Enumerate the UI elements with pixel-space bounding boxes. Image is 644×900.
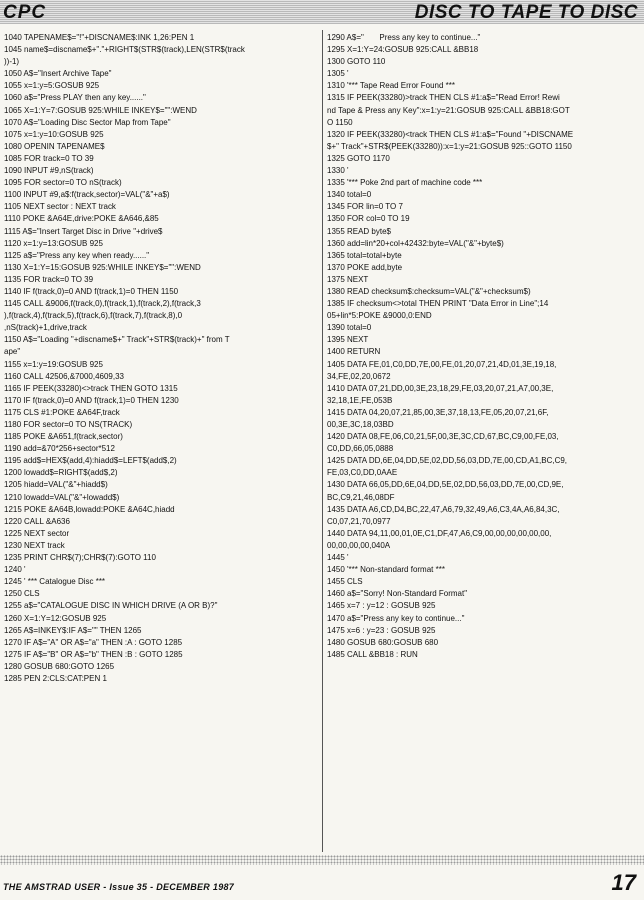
code-line: 1075 x=1:y=10:GOSUB 925: [4, 128, 104, 139]
code-line: 1235 PRINT CHR$(7);CHR$(7):GOTO 110: [4, 552, 156, 563]
code-line: 1065 X=1:Y=7:GOSUB 925:WHILE INKEY$="":WEND: [4, 104, 197, 115]
code-line: O 1150: [327, 116, 353, 127]
code-line: 1390 total=0: [327, 322, 372, 333]
code-line: 1465 x=7 : y=12 : GOSUB 925: [327, 600, 436, 611]
magazine-footer: THE AMSTRAD USER - Issue 35 - DECEMBER 1987: [3, 882, 235, 892]
dotted-rule: [0, 855, 644, 865]
code-line: 1405 DATA FE,01,C0,DD,7E,00,FE,01,20,07,21,4D,01,3E,19,18,: [327, 358, 557, 369]
code-line: 1215 POKE &A64B,lowadd:POKE &A64C,hiadd: [4, 503, 175, 514]
code-line: 1330 ': [327, 165, 349, 176]
code-line: 1310 '*** Tape Read Error Found ***: [327, 80, 456, 91]
code-line: 1275 IF A$="B" OR A$="b" THEN :B : GOTO 1285: [4, 648, 183, 659]
code-line: 1115 A$="Insert Target Disc in Drive "+drive$: [4, 225, 163, 236]
code-line: ape": [4, 346, 21, 357]
code-line: ))-1): [4, 56, 20, 67]
code-line: 1175 CLS #1:POKE &A64F,track: [4, 406, 120, 417]
code-line: 1155 x=1:y=19:GOSUB 925: [4, 358, 103, 369]
code-line: 1355 READ byte$: [327, 225, 391, 236]
code-line: 1455 CLS: [327, 576, 363, 587]
code-line: 1400 RETURN: [327, 346, 381, 357]
code-line: 1360 add=lin*20+col+42432:byte=VAL("&"+byte$): [327, 237, 504, 248]
code-line: 05+lin*5:POKE &9000,0:END: [327, 310, 432, 321]
code-line: BC,C9,21,46,08DF: [327, 491, 395, 502]
code-line: 1130 X=1:Y=15:GOSUB 925:WHILE INKEY$="":WEND: [4, 261, 201, 272]
code-line: 1445 ': [327, 552, 349, 563]
code-line: 1425 DATA DD,6E,04,DD,5E,02,DD,56,03,DD,7E,00,CD,A1,BC,C9,: [327, 455, 568, 466]
code-line: 1220 CALL &A636: [4, 515, 70, 526]
section-title: CPC: [3, 2, 47, 23]
code-line: 1135 FOR track=0 TO 39: [4, 273, 94, 284]
code-line: 1480 GOSUB 680:GOSUB 680: [327, 636, 439, 647]
code-line: 1240 ': [4, 564, 26, 575]
code-line: 1210 lowadd=VAL("&"+lowadd$): [4, 491, 120, 502]
code-line: 1165 IF PEEK(33280)<>track THEN GOTO 1315: [4, 382, 178, 393]
code-line: 1380 READ checksum$:checksum=VAL("&"+checksum$): [327, 285, 531, 296]
code-line: 1315 IF PEEK(33280)>track THEN CLS #1:a$="Read Error! Rewi: [327, 92, 560, 103]
code-line: 1395 NEXT: [327, 334, 369, 345]
code-line: 1160 CALL 42506,&7000,4609,33: [4, 370, 124, 381]
code-line: 1440 DATA 94,11,00,01,0E,C1,DF,47,A6,C9,00,00,00,00,00,00,: [327, 527, 552, 538]
code-line: 1345 FOR lin=0 TO 7: [327, 201, 403, 212]
code-line: 1150 A$="Loading "+discname$+" Track"+STR$(track)+" from T: [4, 334, 230, 345]
page-header: [0, 0, 644, 24]
code-line: 1290 A$=" Press any key to continue...": [327, 32, 481, 42]
code-line: 1435 DATA A6,CD,D4,BC,22,47,A6,79,32,49,A6,C3,4A,A6,84,3C,: [327, 503, 560, 514]
code-line: 1140 IF f(track,0)=0 AND f(track,1)=0 THEN 1150: [4, 285, 179, 296]
code-line: 1475 x=6 : y=23 : GOSUB 925: [327, 624, 436, 635]
code-line: 1245 ' *** Catalogue Disc ***: [4, 576, 106, 587]
code-line: 1485 CALL &BB18 : RUN: [327, 648, 418, 659]
code-line: 1270 IF A$="A" OR A$="a" THEN :A : GOTO 1285: [4, 636, 183, 647]
code-line: 1180 FOR sector=0 TO NS(TRACK): [4, 419, 133, 429]
listing-right-column: [327, 31, 637, 660]
code-line: 1370 POKE add,byte: [327, 261, 403, 272]
code-line: 1070 A$="Loading Disc Sector Map from Tape": [4, 116, 171, 127]
code-line: 1085 FOR track=0 TO 39: [4, 152, 94, 163]
code-line: nd Tape & Press any Key":x=1:y=21:GOSUB 925:CALL &BB18:GOT: [327, 104, 570, 115]
code-line: 1185 POKE &A651,f(track,sector): [4, 431, 123, 442]
code-line: 1050 A$="Insert Archive Tape": [4, 68, 112, 79]
code-line: 1195 add$=HEX$(add,4):hiadd$=LEFT$(add$,2): [4, 455, 177, 466]
code-line: 1040 TAPENAME$="!"+DISCNAME$:INK 1,26:PEN 1: [4, 32, 195, 42]
code-line: 1460 a$="Sorry! Non-Standard Format": [327, 588, 468, 599]
code-line: C0,07,21,70,0977: [327, 515, 391, 526]
code-line: 1060 a$="Press PLAY then any key......": [4, 92, 146, 103]
code-line: ),f(track,4),f(track,5),f(track,6),f(track,7),f(track,8),0: [4, 310, 183, 321]
code-line: 1325 GOTO 1170: [327, 152, 390, 163]
code-line: 1190 add=&70*256+sector*512: [4, 443, 115, 454]
code-line: 1125 a$="Press any key when ready......": [4, 249, 150, 260]
code-line: 1105 NEXT sector : NEXT track: [4, 201, 116, 212]
code-line: 1170 IF f(track,0)=0 AND f(track,1)=0 THEN 1230: [4, 394, 179, 405]
code-line: 1320 IF PEEK(33280)<track THEN CLS #1:a$="Found "+DISCNAME: [327, 128, 574, 139]
code-line: 1095 FOR sector=0 TO nS(track): [4, 177, 122, 188]
code-line: 34,FE,02,20,0672: [327, 370, 391, 381]
code-line: 1100 INPUT #9,a$:f(track,sector)=VAL("&"+a$): [4, 189, 170, 200]
code-line: 1410 DATA 07,21,DD,00,3E,23,18,29,FE,03,20,07,21,A7,00,3E,: [327, 382, 554, 393]
code-line: 1230 NEXT track: [4, 539, 65, 550]
code-line: 32,18,1E,FE,053B: [327, 394, 393, 405]
code-line: 1375 NEXT: [327, 273, 369, 284]
code-line: 00,00,00,00,040A: [327, 539, 391, 550]
code-line: 1090 INPUT #9,nS(track): [4, 165, 94, 176]
code-line: 1295 X=1:Y=24:GOSUB 925:CALL &BB18: [327, 44, 479, 55]
code-line: 1205 hiadd=VAL("&"+hiadd$): [4, 479, 108, 490]
article-title: DISC TO TAPE TO DISC: [414, 2, 638, 23]
code-line: 1470 a$="Press any key to continue...": [327, 612, 465, 623]
code-line: 1265 A$=INKEY$:IF A$="" THEN 1265: [4, 624, 142, 635]
code-line: 1045 name$=discname$+"."+RIGHT$(STR$(track),LEN(STR$(track: [4, 44, 245, 55]
code-line: 1450 '*** Non-standard format ***: [327, 564, 445, 575]
code-line: 1365 total=total+byte: [327, 249, 402, 260]
code-line: 1430 DATA 66,05,DD,6E,04,DD,5E,02,DD,56,03,DD,7E,00,CD,9E,: [327, 479, 564, 490]
code-line: ,nS(track)+1,drive,track: [4, 322, 87, 333]
column-divider: [322, 30, 323, 852]
code-line: 1305 ': [327, 68, 349, 79]
code-line: 1145 CALL &9006,f(track,0),f(track,1),f(track,2),f(track,3: [4, 298, 201, 309]
code-line: 1080 OPENIN TAPENAME$: [4, 140, 105, 151]
code-line: 1055 x=1:y=5:GOSUB 925: [4, 80, 100, 91]
code-line: 1415 DATA 04,20,07,21,85,00,3E,37,18,13,FE,05,20,07,21,6F,: [327, 406, 549, 417]
code-line: 1385 IF checksum<>total THEN PRINT "Data Error in Line";14: [327, 298, 549, 309]
code-line: 1260 X=1:Y=12:GOSUB 925: [4, 612, 107, 623]
code-line: FE,03,C0,DD,0AAE: [327, 467, 398, 478]
code-line: 00,3E,3C,18,03BD: [327, 419, 394, 429]
code-line: 1300 GOTO 110: [327, 56, 386, 67]
code-line: 1110 POKE &A64E,drive:POKE &A646,&85: [4, 213, 159, 224]
code-line: 1225 NEXT sector: [4, 527, 70, 538]
listing-left-column: [4, 31, 318, 684]
code-line: 1350 FOR col=0 TO 19: [327, 213, 410, 224]
code-line: C0,DD,66,05,0888: [327, 443, 394, 454]
code-line: 1200 lowadd$=RIGHT$(add$,2): [4, 467, 118, 478]
code-line: 1335 '*** Poke 2nd part of machine code ***: [327, 177, 483, 188]
code-line: 1255 a$="CATALOGUE DISC IN WHICH DRIVE (A OR B)?": [4, 600, 218, 611]
code-line: $+" Track"+STR$(PEEK(33280)):x=1:y=21:GOSUB 925::GOTO 1150: [327, 140, 572, 151]
code-line: 1285 PEN 2:CLS:CAT:PEN 1: [4, 672, 107, 683]
code-line: 1120 x=1:y=13:GOSUB 925: [4, 237, 103, 248]
page-number: 17: [611, 870, 636, 895]
code-line: 1250 CLS: [4, 588, 40, 599]
code-line: 1280 GOSUB 680:GOTO 1265: [4, 660, 115, 671]
code-line: 1340 total=0: [327, 189, 372, 200]
code-line: 1420 DATA 08,FE,06,C0,21,5F,00,3E,3C,CD,67,BC,C9,00,FE,03,: [327, 431, 559, 442]
